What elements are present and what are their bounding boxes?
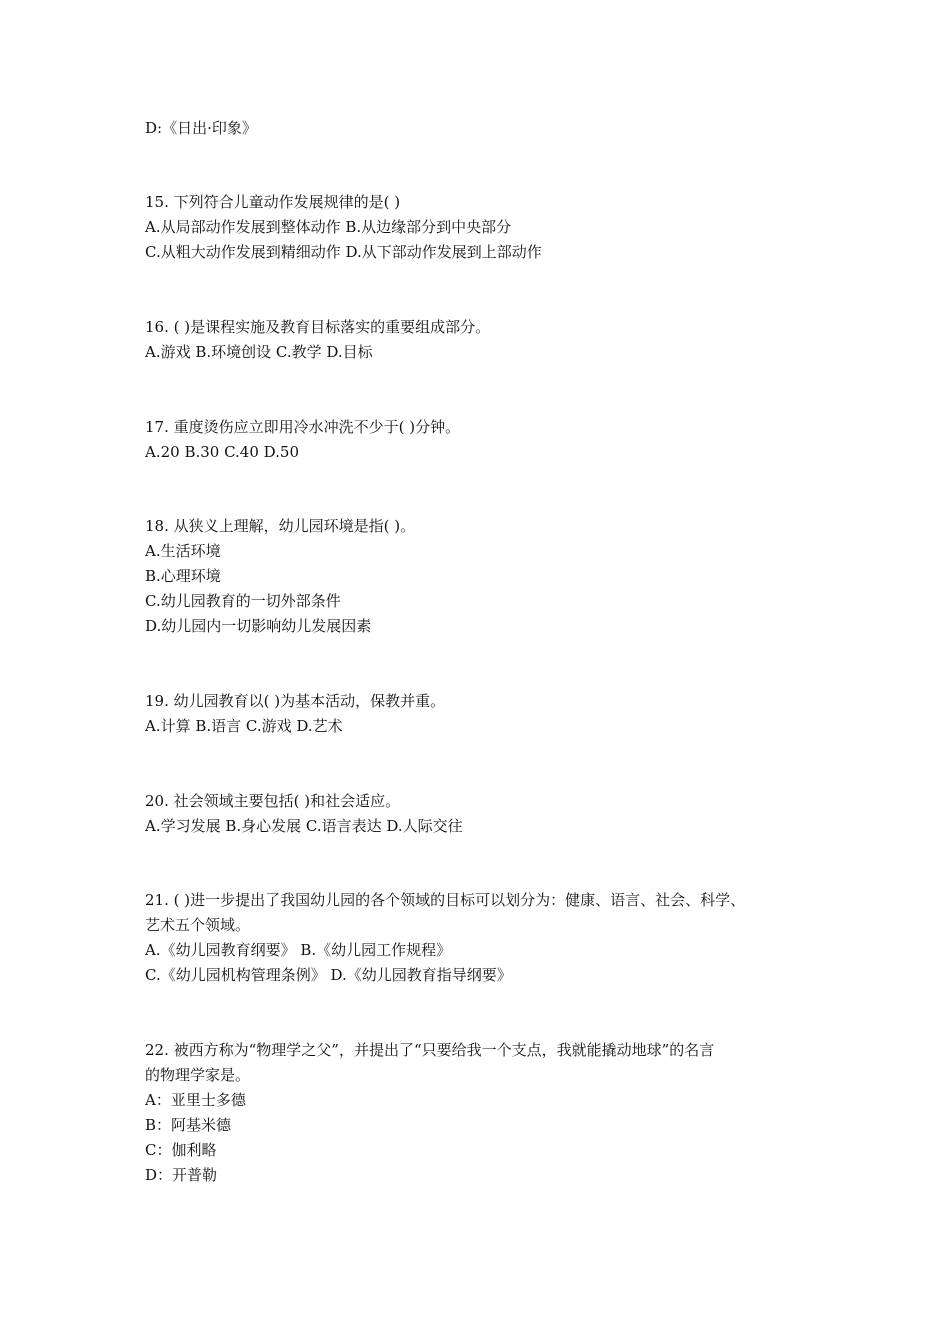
- q21-question-cont: 艺术五个领域。: [145, 916, 251, 934]
- q17-question: 17. 重度烫伤应立即用冷水冲洗不少于( )分钟。: [145, 418, 461, 436]
- q18-option-d: D.幼儿园内一切影响幼儿发展因素: [145, 617, 372, 635]
- q18-option-b: B.心理环境: [145, 567, 221, 585]
- q21-options-ab: A.《幼儿园教育纲要》 B.《幼儿园工作规程》: [145, 941, 452, 959]
- q21-question: 21. ( )进一步提出了我国幼儿园的各个领域的目标可以划分为：健康、语言、社会、科学、: [145, 891, 746, 909]
- q17-options: A.20 B.30 C.40 D.50: [145, 443, 300, 461]
- q22-option-a: A：亚里士多德: [145, 1091, 246, 1109]
- q19-question: 19. 幼儿园教育以( )为基本活动，保教并重。: [145, 692, 446, 710]
- q18-option-a: A.生活环境: [145, 542, 221, 560]
- q22-option-c: C：伽利略: [145, 1141, 217, 1159]
- q20-options: A.学习发展 B.身心发展 C.语言表达 D.人际交往: [145, 817, 463, 835]
- q22-question-cont: 的物理学家是。: [145, 1066, 251, 1084]
- q21-options-cd: C.《幼儿园机构管理条例》 D.《幼儿园教育指导纲要》: [145, 966, 512, 984]
- q18-question: 18. 从狭义上理解，幼儿园环境是指( )。: [145, 517, 416, 535]
- q15-question: 15. 下列符合儿童动作发展规律的是( ): [145, 193, 401, 211]
- q22-option-b: B：阿基米德: [145, 1116, 232, 1134]
- q22-question: 22. 被西方称为“物理学之父”，并提出了“只要给我一个支点，我就能撬动地球”的名言: [145, 1041, 715, 1059]
- q16-question: 16. ( )是课程实施及教育目标落实的重要组成部分。: [145, 318, 491, 336]
- q19-options: A.计算 B.语言 C.游戏 D.艺术: [145, 717, 343, 735]
- q15-options-ab: A.从局部动作发展到整体动作 B.从边缘部分到中央部分: [145, 218, 512, 236]
- q16-options: A.游戏 B.环境创设 C.教学 D.目标: [145, 343, 373, 361]
- q14-option-d: D:《日出·印象》: [145, 119, 257, 137]
- q15-options-cd: C.从粗大动作发展到精细动作 D.从下部动作发展到上部动作: [145, 243, 542, 261]
- q20-question: 20. 社会领域主要包括( )和社会适应。: [145, 792, 401, 810]
- q18-option-c: C.幼儿园教育的一切外部条件: [145, 592, 341, 610]
- q22-option-d: D：开普勒: [145, 1166, 218, 1184]
